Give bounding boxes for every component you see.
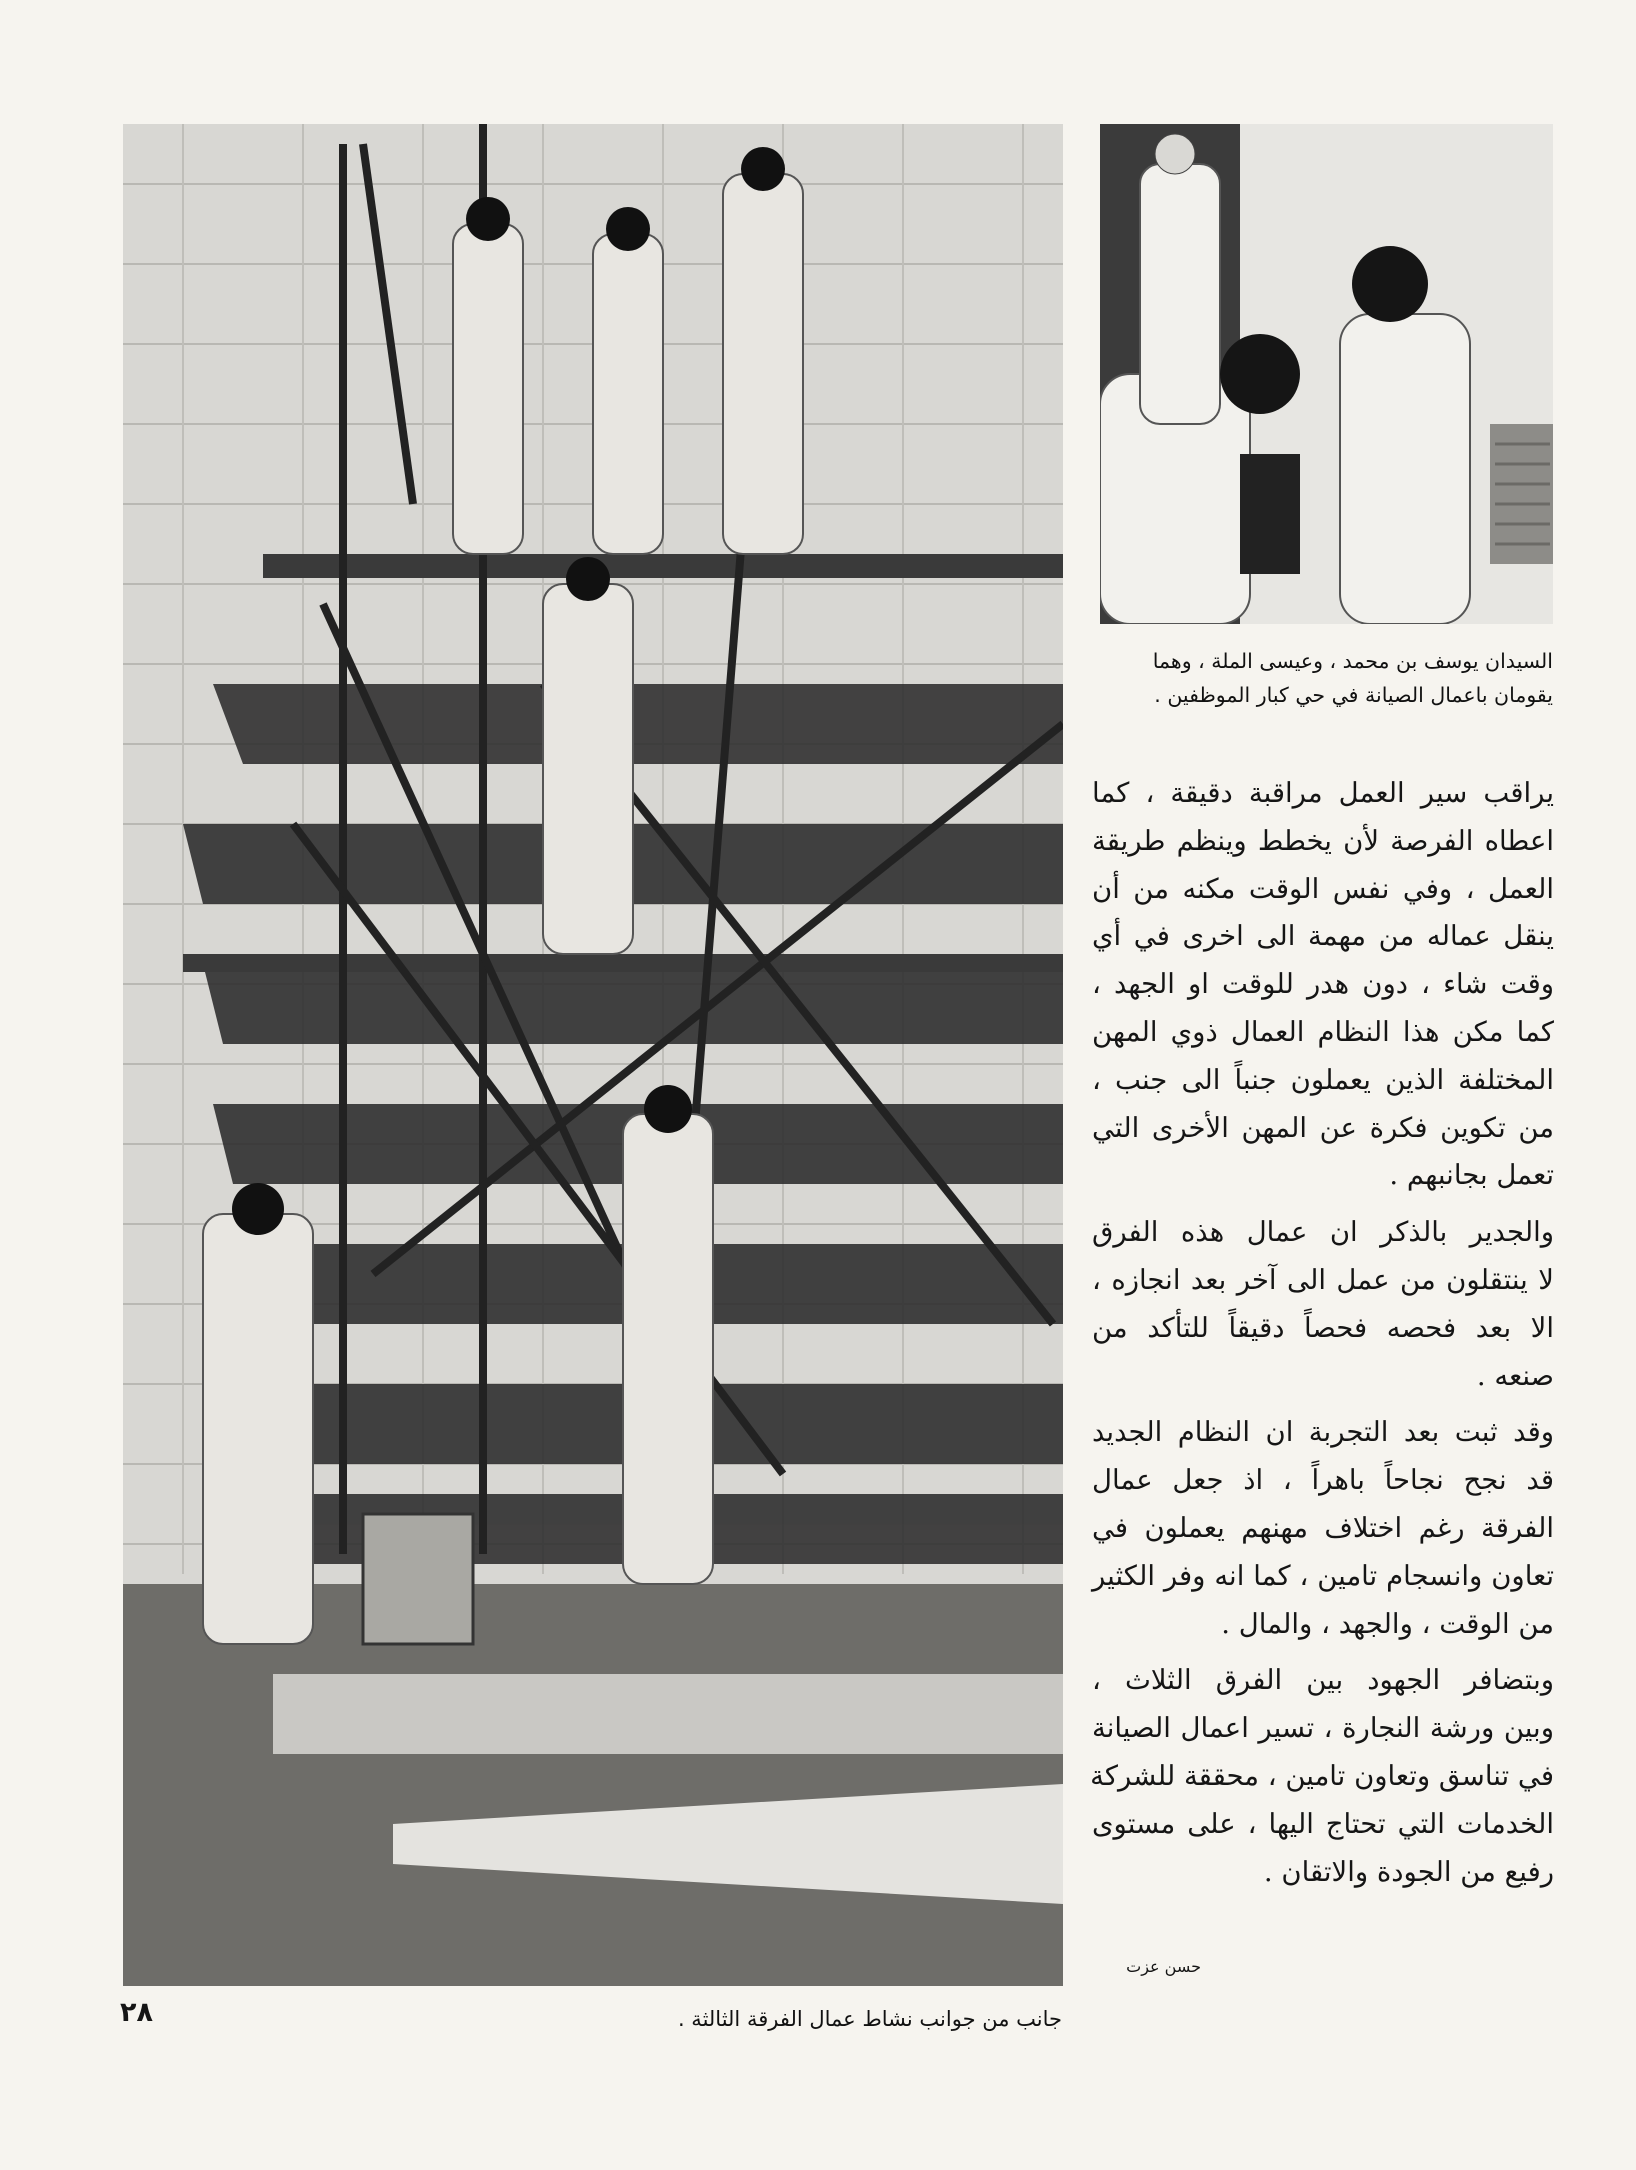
article-line: والجدير بالذكر ان عمال هذه الفرق: [1092, 1216, 1554, 1249]
article-paragraph: [1092, 1657, 1554, 1896]
article-line: وقد ثبت بعد التجربة ان النظام الجديد: [1092, 1416, 1554, 1449]
article-line: العمل ، وفي نفس الوقت مكنه من أن: [1092, 872, 1554, 905]
article-line: صنعه .: [1476, 1359, 1554, 1392]
maintenance-workers-photo: [1100, 124, 1553, 624]
article-line: تعاون وانسجام تامين ، كما انه وفر الكثير: [1092, 1559, 1554, 1592]
author-signature: حسن عزت: [1126, 1957, 1201, 1976]
article-line: المختلفة الذين يعملون جنباً الى جنب ،: [1092, 1063, 1554, 1096]
scaffolding-workers-photo: [123, 124, 1063, 1986]
article-line: رفيع من الجودة والاتقان .: [1263, 1855, 1554, 1888]
main-photo-caption: جانب من جوانب نشاط عمال الفرقة الثالثة .: [677, 2007, 1062, 2031]
article-line: لا ينتقلون من عمل الى آخر بعد انجازه ،: [1092, 1263, 1554, 1296]
top-caption-line: يقومان باعمال الصيانة في حي كبار الموظفين .: [1154, 683, 1553, 707]
article-paragraph: [1092, 770, 1554, 1200]
article-line: الا بعد فحصه فحصاً دقيقاً للتأكد من: [1092, 1311, 1554, 1344]
article-line: وبين ورشة النجارة ، تسير اعمال الصيانة: [1092, 1712, 1554, 1745]
article-body: [1092, 770, 1554, 1905]
article-line: وقت شاء ، دون هدر للوقت او الجهد ،: [1092, 968, 1554, 1001]
article-line: الخدمات التي تحتاج اليها ، على مستوى: [1092, 1807, 1554, 1840]
article-paragraph: [1092, 1209, 1554, 1400]
article-line: وبتضافر الجهود بين الفرق الثلاث ،: [1092, 1664, 1554, 1697]
article-line: تعمل بجانبهم .: [1389, 1159, 1554, 1192]
article-line: يراقب سير العمل مراقبة دقيقة ، كما: [1092, 777, 1554, 809]
article-paragraph: [1092, 1409, 1554, 1648]
article-line: ينقل عماله من مهمة الى اخرى في أي: [1092, 920, 1554, 953]
article-line: من تكوين فكرة عن المهن الأخرى التي: [1092, 1111, 1554, 1144]
top-caption-line: السيدان يوسف بن محمد ، وعيسى الملة ، وهما: [1152, 649, 1553, 673]
article-line: كما مكن هذا النظام العمال ذوي المهن: [1092, 1015, 1554, 1048]
article-line: الفرقة رغم اختلاف مهنهم يعملون في: [1092, 1511, 1554, 1544]
article-line: اعطاه الفرصة لأن يخطط وينظم طريقة: [1092, 824, 1554, 857]
page-number: ٢٨: [120, 1997, 153, 2028]
top-photo-caption: [1100, 644, 1553, 712]
article-line: في تناسق وتعاون تامين ، محققة للشركة: [1090, 1759, 1554, 1792]
article-line: من الوقت ، والجهد ، والمال .: [1221, 1607, 1554, 1640]
article-line: قد نجح نجاحاً باهراً ، اذ جعل عمال: [1092, 1464, 1554, 1497]
